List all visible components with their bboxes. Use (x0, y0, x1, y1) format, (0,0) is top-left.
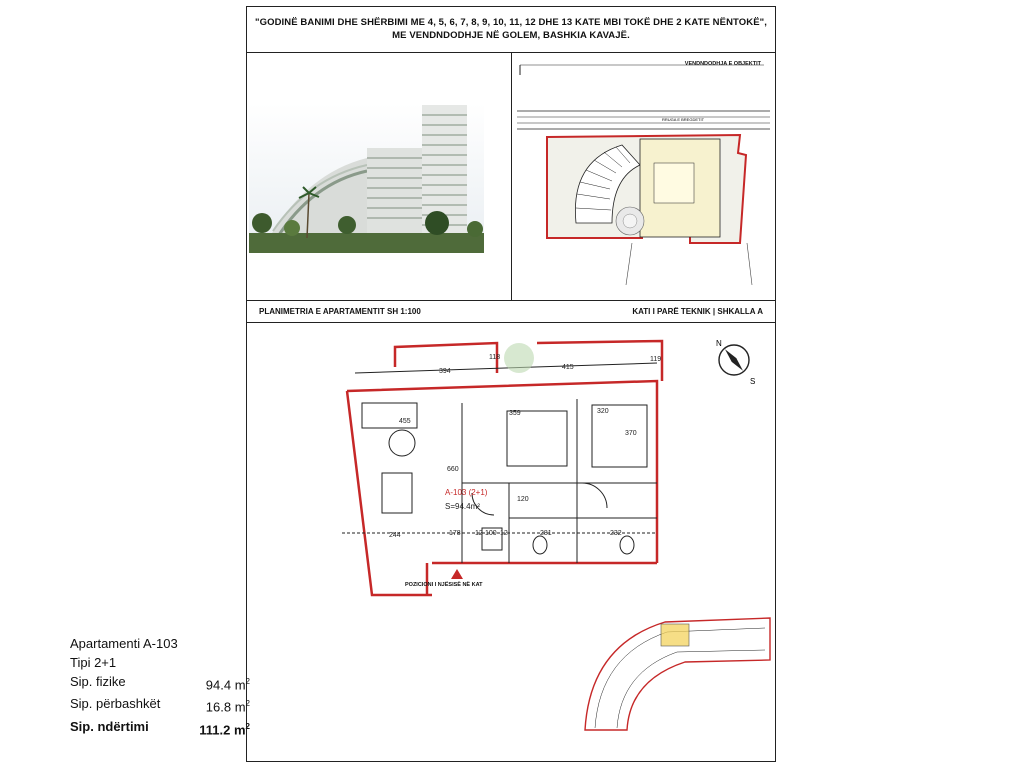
position-key-plan (565, 590, 775, 740)
svg-text:119: 119 (650, 356, 662, 363)
building-render-image (247, 53, 510, 299)
area-value: 111.2 m (199, 721, 246, 737)
project-title-line2: ME VENDNDODHJE NË GOLEM, BASHKIA KAVAJË. (392, 30, 630, 41)
area-row-common: Sip. përbashkët 16.8 $m^2$ (70, 696, 250, 715)
svg-text:660: 660 (447, 466, 459, 473)
svg-text:394: 394 (439, 368, 451, 375)
floor-stair-title: KATI I PARË TEKNIK | SHKALLA A (632, 307, 763, 316)
svg-text:281: 281 (540, 530, 552, 537)
position-label: POZICIONI I NJËSISË NË KAT (405, 582, 483, 588)
area-label: Sip. fizike (70, 674, 126, 689)
apartment-info (70, 634, 250, 739)
area-row-physical: Sip. fizike 94.4 $m^2$ (70, 674, 250, 693)
project-title-line1: "GODINË BANIMI DHE SHËRBIMI ME 4, 5, 6, 7, 8, 9, 10, 11, 12 DHE 13 KATE MBI TOKË DHE 2 KATE NËNTOKË", (255, 17, 767, 28)
apartment-name: Apartamenti A-103 (70, 636, 178, 651)
compass-south: S (750, 377, 756, 386)
area-label: Sip. përbashkët (70, 696, 161, 712)
svg-text:118: 118 (489, 354, 501, 361)
unit-label: A-103 (2+1) (445, 488, 488, 497)
svg-text:178: 178 (449, 530, 461, 537)
svg-text:232: 232 (610, 530, 622, 537)
area-value: 16.8 m (205, 699, 246, 715)
svg-text:359: 359 (509, 410, 521, 417)
svg-text:415: 415 (562, 364, 574, 371)
site-location-box (512, 53, 775, 301)
section-header-bar (247, 301, 775, 323)
area-row-built: Sip. ndërtimi 111.2 $m^2$ (70, 718, 250, 737)
svg-text:320: 320 (597, 408, 609, 415)
svg-text:120: 120 (517, 496, 529, 503)
svg-text:100: 100 (485, 530, 497, 537)
project-title-box (247, 7, 775, 53)
site-location-label: VENDNDODHJA E OBJEKTIT (684, 61, 761, 67)
area-label: Sip. ndërtimi (70, 718, 149, 734)
site-plan-drawing (512, 53, 774, 299)
road-label: RRUGA E BREGDETIT (662, 117, 705, 122)
plan-scale-title: PLANIMETRIA E APARTAMENTIT SH 1:100 (259, 307, 421, 316)
apartment-type: Tipi 2+1 (70, 655, 117, 670)
compass-north: N (716, 339, 722, 348)
svg-text:244: 244 (389, 532, 401, 539)
svg-text:12: 12 (475, 530, 483, 537)
area-value: 94.4 m (205, 677, 246, 693)
unit-area-label: S=94.4m² (445, 502, 480, 511)
svg-text:370: 370 (625, 430, 637, 437)
render-photo-box (247, 53, 512, 301)
svg-text:455: 455 (399, 418, 411, 425)
svg-text:12: 12 (500, 530, 508, 537)
north-compass-icon (712, 336, 758, 391)
